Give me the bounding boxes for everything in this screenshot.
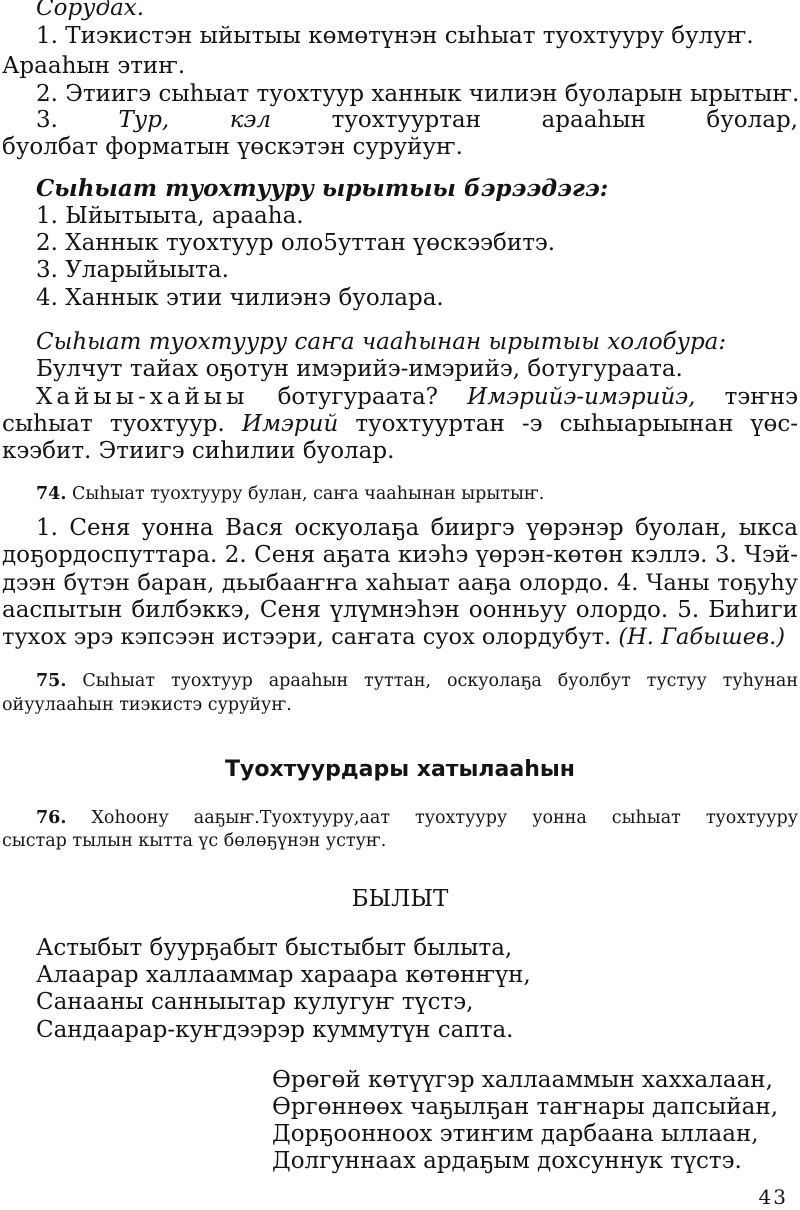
question-2: 2. Этиигэ сыһыат туохтуур ханнык чилиэн буоларын ырытыҥ. <box>36 81 800 107</box>
exercise-75-line-1: 75. Сыһыат туохтуур арааһын туттан, оскуолаҕа буолбут тустуу туһунан <box>36 671 798 691</box>
analysis-item-2: 2. Ханнык туохтуур оло5уттан үөскээбитэ. <box>36 230 556 256</box>
exercise-74-instruction: 74. Сыһыат туохтууру булан, саҥа чааһынан ырытыҥ. <box>36 484 545 504</box>
analysis-item-1: 1. Ыйытыыта, арааһа. <box>36 203 304 229</box>
poem-stanza-2-line-4: Долгуннаах ардаҕым дохсуннук түстэ. <box>272 1148 742 1174</box>
exercise-76-line-1: 76. Хоһоону ааҕыҥ.Туохтууру,аат туохтууру уонна сыһыат туохтууру <box>36 808 798 828</box>
poem-stanza-1-line-1: Астыбыт буурҕабыт быстыбыт былыта, <box>36 935 513 961</box>
poem-stanza-1-line-3: Санааны санныытар кулугуҥ түстэ, <box>36 989 474 1015</box>
exercise-74-line-5: тухох эрэ кэпсээн истээри, саҥата суох олордубут. (Н. Габышев.) <box>2 624 786 650</box>
question-3: 3. Тур, кэл туохтууртан арааһын буолар, <box>36 107 798 133</box>
poem-stanza-2-line-2: Өргөннөөх чаҕылҕан таҥнары дапсыйан, <box>272 1094 779 1120</box>
example-line-2: Хайыы-хайыы ботугураата? Имэрийэ-имэрийэ, тэҥнэ <box>36 384 799 410</box>
poem-stanza-1-line-4: Сандаарар-куҥдээрэр куммутүн сапта. <box>36 1017 514 1043</box>
poem-stanza-2-line-3: Дорҕоонноох этиҥим дарбаана ыллаан, <box>272 1121 759 1147</box>
example-line-1: Булчут тайах оҕотун имэрийэ-имэрийэ, ботугураата. <box>36 356 683 382</box>
exercise-75-line-2: ойуулааһын тиэкистэ суруйуҥ. <box>2 695 292 715</box>
question-3-cont: буолбат форматын үөскэтэн суруйуҥ. <box>2 134 463 160</box>
question-1-cont: Арааһын этиҥ. <box>2 53 186 79</box>
page-number: 43 <box>758 1185 788 1209</box>
poem-stanza-2-line-1: Өрөгөй көтүүгэр халлааммын хаххалаан, <box>272 1067 773 1093</box>
example-line-4: кээбит. Этиигэ сиһилии буолар. <box>2 438 395 464</box>
analysis-item-3: 3. Уларыйыыта. <box>36 257 229 283</box>
exercise-74-line-2: доҕордоспуттара. 2. Сеня аҕата киэһэ үөрэн-көтөн кэллэ. 3. Чэй- <box>2 542 798 568</box>
intro-heading: Сорудах. <box>36 0 145 21</box>
exercise-74-line-4: ааспытын билбэккэ, Сеня үлүмнэһэн оонньуу олордо. 5. Биһиги <box>2 597 798 623</box>
analysis-heading: Сыһыат туохтууру ырытыы бэрээдэгэ: <box>36 175 609 202</box>
exercise-76-line-2: сыстар тылын кытта үс бөлөҕүнэн устуҥ. <box>2 831 387 851</box>
exercise-74-line-3: дээн бүтэн баран, дьыбааҥҥа хаһыат ааҕа олордо. 4. Чаны тоҕуһу <box>2 570 798 596</box>
analysis-item-4: 4. Ханнык этии чилиэнэ буолара. <box>36 285 444 311</box>
poem-stanza-1-line-2: Алаарар халлааммар хараара көтөнҥүн, <box>36 962 531 988</box>
section-title: Туохтуурдары хатылааһын <box>225 757 575 782</box>
exercise-74-line-1: 1. Сеня уонна Вася оскуолаҕа бииргэ үөрэнэр буолан, ыкса <box>36 515 798 541</box>
poem-title: БЫЛЫТ <box>351 886 449 912</box>
question-1: 1. Тиэкистэн ыйытыы көмөтүнэн сыһыат туохтууру булуҥ. <box>36 23 754 49</box>
example-heading: Сыһыат туохтууру саҥа чааһынан ырытыы холобура: <box>36 329 727 355</box>
example-line-3: сыһыат туохтуур. Имэрий туохтууртан -э сыһыарыынан үөс- <box>2 411 799 437</box>
